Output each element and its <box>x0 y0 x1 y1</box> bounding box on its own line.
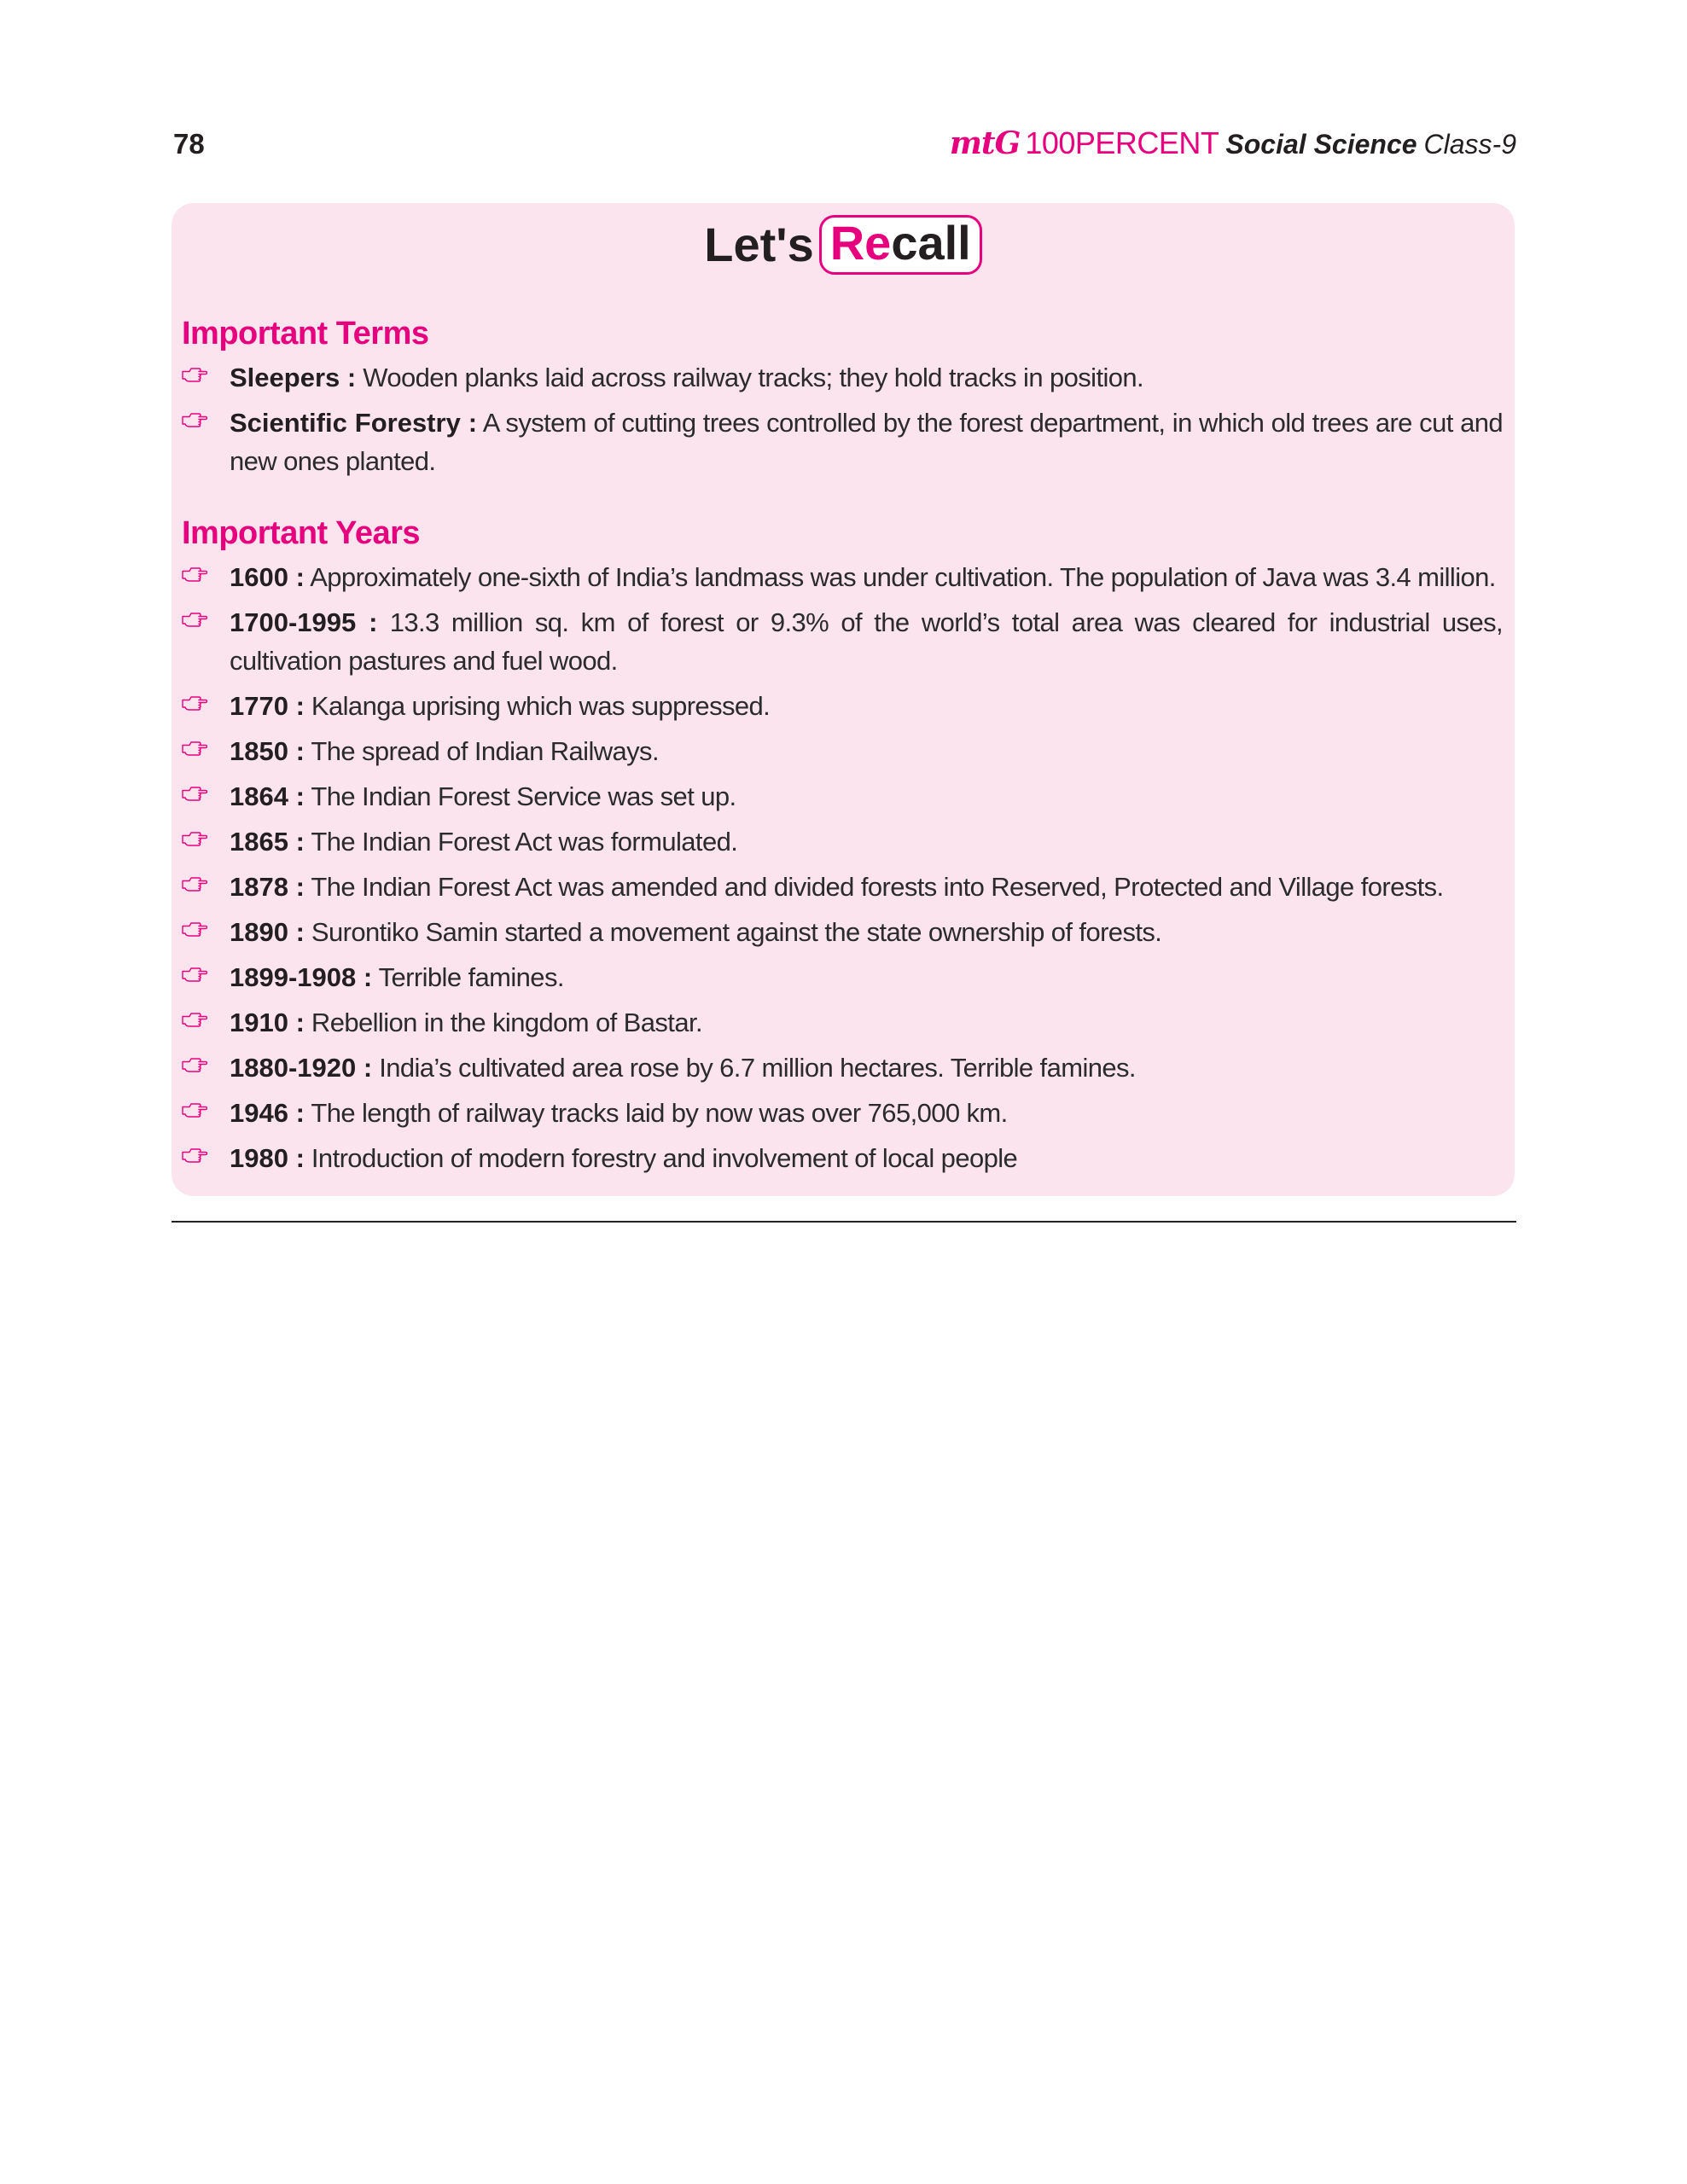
list-item <box>172 1048 1515 1087</box>
pointing-hand-icon <box>182 1094 212 1132</box>
important-years-heading: Important Years <box>182 515 421 551</box>
pointing-hand-icon <box>182 732 212 770</box>
pointing-hand-icon <box>182 1048 212 1087</box>
list-item <box>172 732 1515 770</box>
page-number: 78 <box>173 128 205 160</box>
item-term: 1850 : <box>230 736 305 766</box>
item-term: 1600 : <box>230 562 305 592</box>
item-description: The Indian Forest Act was formulated. <box>304 827 738 857</box>
list-item <box>172 1139 1515 1177</box>
title-recall-pill <box>819 215 982 275</box>
lets-recall-title <box>172 215 1515 275</box>
list-item <box>172 777 1515 816</box>
important-terms-heading: Important Terms <box>182 316 429 351</box>
item-description: India’s cultivated area rose by 6.7 million hectares. Terrible famines. <box>372 1053 1136 1083</box>
item-term: 1910 : <box>230 1008 305 1037</box>
pointing-hand-icon <box>182 777 212 816</box>
list-item <box>172 358 1515 397</box>
item-term: 1899-1908 : <box>230 962 373 992</box>
list-item <box>172 1094 1515 1132</box>
item-description: A system of cutting trees controlled by the forest department, in which old trees are cut and new ones planted. <box>230 408 1503 476</box>
list-item <box>172 958 1515 996</box>
pointing-hand-icon <box>182 822 212 861</box>
item-description: Kalanga uprising which was suppressed. <box>304 691 771 721</box>
list-item <box>172 868 1515 906</box>
item-term: 1890 : <box>230 917 305 947</box>
list-item <box>172 687 1515 725</box>
item-term: Scientific Forestry : <box>230 408 478 438</box>
pointing-hand-icon <box>182 868 212 906</box>
list-item <box>172 913 1515 951</box>
years-list <box>172 558 1515 1184</box>
pointing-hand-icon <box>182 404 212 442</box>
item-description: Surontiko Samin started a movement against the state ownership of forests. <box>304 917 1162 947</box>
list-item <box>172 822 1515 861</box>
item-term: 1700-1995 : <box>230 607 378 637</box>
pointing-hand-icon <box>182 687 212 725</box>
item-term: 1946 : <box>230 1098 305 1128</box>
item-description: The Indian Forest Act was amended and divided forests into Reserved, Protected and Village forests. <box>304 872 1444 902</box>
book-subject: Social Science <box>1225 129 1417 160</box>
item-term: Sleepers : <box>230 363 357 392</box>
item-description: 13.3 million sq. km of forest or 9.3% of the world’s total area was cleared for industrial uses, cultivation pastures and fuel wood. <box>230 607 1504 676</box>
list-item <box>172 603 1515 680</box>
item-term: 1980 : <box>230 1143 305 1173</box>
list-item <box>172 1003 1515 1042</box>
pointing-hand-icon <box>182 603 212 642</box>
pointing-hand-icon <box>182 1139 212 1177</box>
lets-recall-box <box>172 203 1515 1196</box>
item-term: 1770 : <box>230 691 305 721</box>
item-term: 1880-1920 : <box>230 1053 373 1083</box>
brand-name: 100PERCENT <box>1025 125 1219 160</box>
item-description: Terrible famines. <box>372 962 564 992</box>
running-header <box>949 125 1516 161</box>
item-description: Wooden planks laid across railway tracks; they hold tracks in position. <box>356 363 1144 392</box>
pointing-hand-icon <box>182 1003 212 1042</box>
item-description: The spread of Indian Railways. <box>304 736 659 766</box>
item-term: 1864 : <box>230 781 305 811</box>
bottom-rule <box>172 1221 1516 1223</box>
item-term: 1865 : <box>230 827 305 857</box>
pointing-hand-icon <box>182 913 212 951</box>
list-item <box>172 404 1515 480</box>
title-call: call <box>891 216 971 270</box>
title-lets: Let's <box>704 218 814 271</box>
item-description: The Indian Forest Service was set up. <box>304 781 736 811</box>
pointing-hand-icon <box>182 558 212 596</box>
terms-list <box>172 358 1515 487</box>
title-re: Re <box>829 216 892 270</box>
list-item <box>172 558 1515 596</box>
item-description: Introduction of modern forestry and involvement of local people <box>304 1143 1018 1173</box>
item-term: 1878 : <box>230 872 305 902</box>
pointing-hand-icon <box>182 358 212 397</box>
pointing-hand-icon <box>182 958 212 996</box>
item-description: Rebellion in the kingdom of Bastar. <box>304 1008 702 1037</box>
brand-logo: mtG <box>949 125 1021 161</box>
item-description: The length of railway tracks laid by now was over 765,000 km. <box>304 1098 1008 1128</box>
item-description: Approximately one-sixth of India’s landmass was under cultivation. The population of Java was 3.4 million. <box>304 562 1496 592</box>
book-class: Class-9 <box>1423 129 1516 160</box>
